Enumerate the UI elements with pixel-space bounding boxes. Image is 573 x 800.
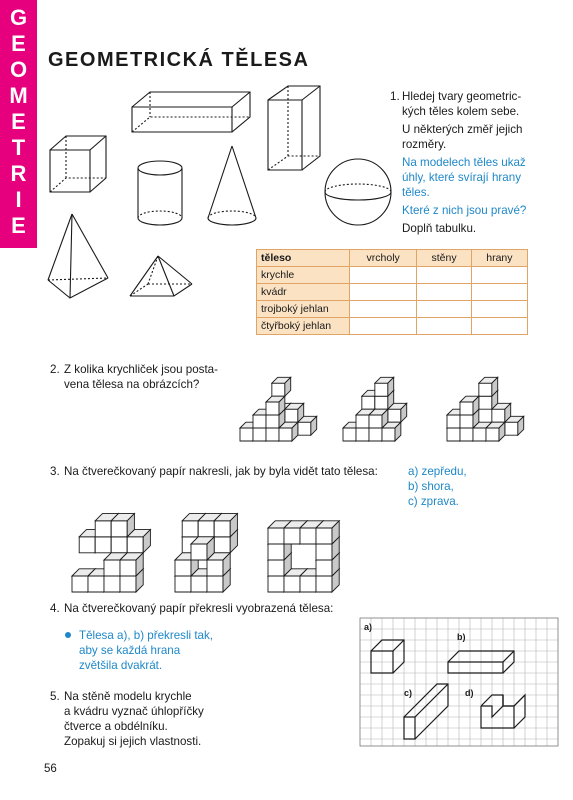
cube-face — [279, 428, 292, 441]
grid-label-d: d) — [465, 688, 474, 698]
cube-face — [285, 409, 298, 422]
cube-face — [300, 528, 316, 544]
task4-text: Na čtverečkovaný papír překresli vyobrazená tělesa: — [64, 602, 334, 615]
table-cell[interactable] — [471, 267, 527, 284]
cube-stacks-illustration — [235, 358, 535, 448]
table-row — [257, 267, 528, 284]
sidebar-letter: E — [11, 213, 26, 238]
table-cell[interactable] — [350, 301, 417, 318]
table-row-label: kvádr — [257, 284, 350, 301]
triangular-pyramid-drawing — [48, 214, 108, 298]
cube-face — [447, 415, 460, 428]
cube-face — [316, 528, 332, 544]
table-header: stěny — [417, 250, 471, 267]
cuboid-drawing — [132, 92, 250, 132]
cube-face — [266, 428, 279, 441]
table-row — [257, 318, 528, 335]
cube-face — [268, 544, 284, 560]
sidebar-letter: R — [10, 161, 27, 186]
cube-face — [375, 396, 388, 409]
cube-face — [175, 576, 191, 592]
cube-face — [284, 576, 300, 592]
cube-face — [316, 544, 332, 560]
task1-number: 1. — [390, 90, 400, 103]
cube-face — [214, 537, 230, 553]
cube-face — [191, 544, 207, 560]
bullet-icon — [65, 632, 71, 638]
task3-option: c) zprava. — [408, 495, 459, 508]
task1-line: Hledej tvary geometric- — [402, 90, 522, 103]
cube-face — [505, 422, 518, 435]
cube-solids-task3-illustration — [70, 488, 370, 580]
cube-drawing — [50, 136, 106, 192]
prism-drawing — [268, 86, 320, 170]
sidebar-letter: T — [11, 135, 26, 160]
task1-line: Doplň tabulku. — [402, 222, 477, 235]
task3-option: b) shora, — [408, 480, 454, 493]
table-header: těleso — [257, 250, 350, 267]
solids-table — [256, 249, 528, 335]
cube-face — [284, 528, 300, 544]
task1-blue-line: těles. — [402, 186, 430, 199]
cube-face — [240, 428, 253, 441]
cube-face — [127, 537, 143, 553]
grid-label-b: b) — [457, 632, 466, 642]
cube-face — [72, 576, 88, 592]
cube-face — [388, 409, 401, 422]
cube-face — [447, 428, 460, 441]
sidebar-letter: O — [9, 57, 28, 82]
task1-blue-line: úhly, které svírají hrany — [402, 171, 521, 184]
task3-text: Na čtverečkovaný papír nakresli, jak by byla vidět tato tělesa: — [64, 465, 378, 478]
task1-blue-line: Které z nich jsou pravé? — [402, 204, 527, 217]
cube-face — [266, 402, 279, 415]
cube-face — [356, 428, 369, 441]
table-cell[interactable] — [350, 284, 417, 301]
task3-number: 3. — [50, 465, 60, 478]
sidebar-letter: I — [15, 187, 22, 212]
cube-face — [198, 521, 214, 537]
table-cell[interactable] — [471, 318, 527, 335]
cube-face — [95, 537, 111, 553]
cube-face — [316, 560, 332, 576]
cube-face — [268, 560, 284, 576]
cube-face — [79, 537, 95, 553]
table-row — [257, 301, 528, 318]
table-cell[interactable] — [417, 301, 471, 318]
table-row-label: čtyřboký jehlan — [257, 318, 350, 335]
cube-face — [375, 383, 388, 396]
task1-blue-line: Na modelech těles ukaž — [402, 156, 526, 169]
task1-line: rozměry. — [402, 138, 447, 151]
cube-face — [120, 560, 136, 576]
cube-face — [104, 560, 120, 576]
cube-face — [356, 415, 369, 428]
task5-number: 5. — [50, 690, 60, 703]
cube-face — [473, 428, 486, 441]
table-header: vrcholy — [350, 250, 417, 267]
cylinder-drawing — [138, 161, 182, 225]
cube-face — [253, 415, 266, 428]
cube-face — [369, 415, 382, 428]
task5-line: čtverce a obdélníku. — [64, 720, 168, 733]
sidebar-letter: E — [11, 109, 26, 134]
cube-face — [207, 560, 223, 576]
task3-option: a) zepředu, — [408, 465, 467, 478]
task4-bullet-line: Tělesa a), b) překresli tak, — [79, 629, 214, 642]
cube-face — [298, 422, 311, 435]
sidebar-letter: G — [9, 5, 28, 30]
task4-number: 4. — [50, 602, 60, 615]
cube-face — [369, 428, 382, 441]
cube-face — [479, 396, 492, 409]
cube-face — [111, 537, 127, 553]
cube-face — [486, 428, 499, 441]
cube-face — [214, 521, 230, 537]
table-row-label: krychle — [257, 267, 350, 284]
table-row — [257, 284, 528, 301]
grid-label-a: a) — [364, 622, 373, 632]
cube-face — [316, 576, 332, 592]
cube-face — [120, 576, 136, 592]
task4-bullet-line: zvětšila dvakrát. — [79, 659, 163, 672]
cube-face — [382, 428, 395, 441]
cube-face — [343, 428, 356, 441]
cube-face — [300, 576, 316, 592]
table-row-label: trojboký jehlan — [257, 301, 350, 318]
table-cell[interactable] — [417, 318, 471, 335]
task5-line: Na stěně modelu krychle — [64, 690, 192, 703]
task1-line: U některých změř jejich — [402, 123, 523, 136]
cube-face — [182, 521, 198, 537]
cube-face — [95, 521, 111, 537]
table-cell[interactable] — [471, 301, 527, 318]
table-cell[interactable] — [350, 318, 417, 335]
page-title: GEOMETRICKÁ TĚLESA — [48, 49, 310, 71]
cube-face — [362, 396, 375, 409]
table-cell[interactable] — [417, 267, 471, 284]
sidebar-letter: M — [9, 83, 28, 108]
cube-face — [266, 415, 279, 428]
cube-face — [460, 402, 473, 415]
task2-number: 2. — [50, 363, 60, 376]
square-pyramid-drawing — [130, 256, 192, 296]
task1-line: kých těles kolem sebe. — [402, 105, 520, 118]
table-header: hrany — [471, 250, 527, 267]
cube-face — [207, 576, 223, 592]
cube-face — [268, 528, 284, 544]
task2-line: vena tělesa na obrázcích? — [64, 378, 200, 391]
sphere-drawing — [325, 159, 391, 225]
cube-face — [272, 383, 285, 396]
task5-line: a kvádru vyznač úhlopříčky — [64, 705, 204, 718]
task2-line: Z kolika krychliček jsou posta- — [64, 363, 218, 376]
table-cell[interactable] — [471, 284, 527, 301]
cube-face — [175, 560, 191, 576]
cube-face — [492, 409, 505, 422]
task5-line: Zopakuj si jejich vlastnosti. — [64, 735, 202, 748]
cube-face — [88, 576, 104, 592]
cube-face — [460, 428, 473, 441]
cube-face — [268, 576, 284, 592]
cube-face — [460, 415, 473, 428]
table-header-row — [257, 250, 528, 267]
cube-face — [479, 383, 492, 396]
cone-drawing — [208, 146, 256, 225]
cube-face — [253, 428, 266, 441]
sidebar-letter: E — [11, 31, 26, 56]
cube-face — [111, 521, 127, 537]
page-number: 56 — [44, 763, 57, 775]
task4-bullet-line: aby se každá hrana — [79, 644, 181, 657]
cube-face — [104, 576, 120, 592]
table-cell[interactable] — [350, 267, 417, 284]
grid-label-c: c) — [404, 688, 413, 698]
chapter-sidebar — [0, 0, 37, 248]
cube-face — [191, 576, 207, 592]
table-cell[interactable] — [417, 284, 471, 301]
